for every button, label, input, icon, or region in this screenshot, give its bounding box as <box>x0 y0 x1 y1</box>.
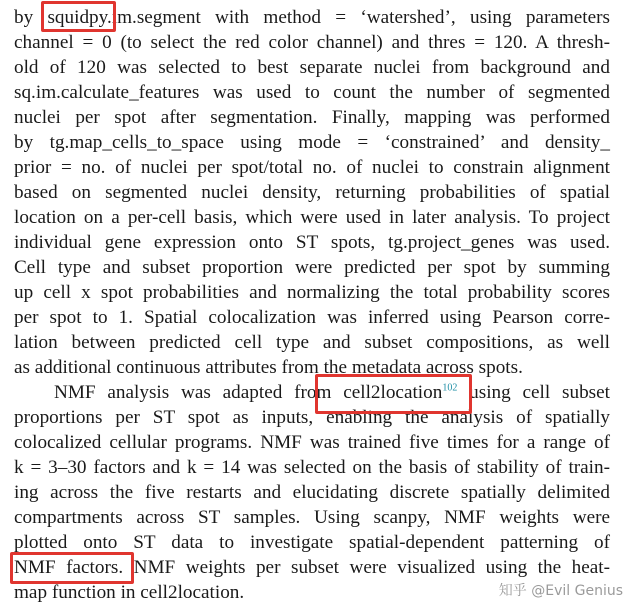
watermark: 知乎 @Evil Genius <box>498 583 623 599</box>
text-line: as additional continuous attributes from the metadata across spots. <box>14 357 523 378</box>
text-line: NMF factors. NMF weights per subset were visualized using the heat- <box>14 557 610 578</box>
text-line: location on a per-cell basis, which were used in later analysis. To project <box>14 207 610 228</box>
text-line: channel = 0 (to select the red color channel) and thres = 120. A thresh- <box>14 32 610 53</box>
tool-name: cell2location <box>343 382 443 403</box>
text-line: compartments across ST samples. Using scanpy, NMF weights were <box>14 507 610 528</box>
text-line: Cell type and subset proportion were predicted per spot by summing <box>14 257 610 278</box>
text-span: NMF analysis was adapted from <box>54 382 344 403</box>
text-line: nuclei per spot after segmentation. Finally, mapping was performed <box>14 107 610 128</box>
text-line: up cell x spot probabilities and normalizing the total probability scores <box>14 282 610 303</box>
text-line: k = 3–30 factors and k = 14 was selected on the basis of stability of train- <box>14 457 610 478</box>
text-line: prior = no. of nuclei per spot/total no. of nuclei to constrain alignment <box>14 157 610 178</box>
text-line: colocalized cellular programs. NMF was trained five times for a range of <box>14 432 610 453</box>
text-line: map function in cell2location. <box>14 582 245 603</box>
text-span: using cell subset <box>457 382 610 403</box>
paragraph-first-line <box>14 380 610 405</box>
text-line: plotted onto ST data to investigate spatial-dependent patterning of <box>14 532 610 553</box>
text-line: lation between predicted cell type and subset compositions, as well <box>14 332 610 353</box>
text-line: by tg.map_cells_to_space using mode = ‘constrained’ and density_ <box>14 132 610 153</box>
citation-reference[interactable]: 102 <box>442 382 458 394</box>
text-line: per spot to 1. Spatial colocalization was inferred using Pearson corre- <box>14 307 610 328</box>
text-line: sq.im.calculate_features was used to count the number of segmented <box>14 82 610 103</box>
text-line: individual gene expression onto ST spots, tg.project_genes was used. <box>14 232 610 253</box>
text-line: ing across the five restarts and elucidating discrete spatially delimited <box>14 482 610 503</box>
text-line: by squidpy.im.segment with method = ‘watershed’, using parameters <box>14 7 610 28</box>
text-line: old of 120 was selected to best separate nuclei from background and <box>14 57 610 78</box>
text-line: proportions per ST spot as inputs, enabling the analysis of spatially <box>14 407 610 428</box>
text-line: based on segmented nuclei density, returning probabilities of spatial <box>14 182 610 203</box>
